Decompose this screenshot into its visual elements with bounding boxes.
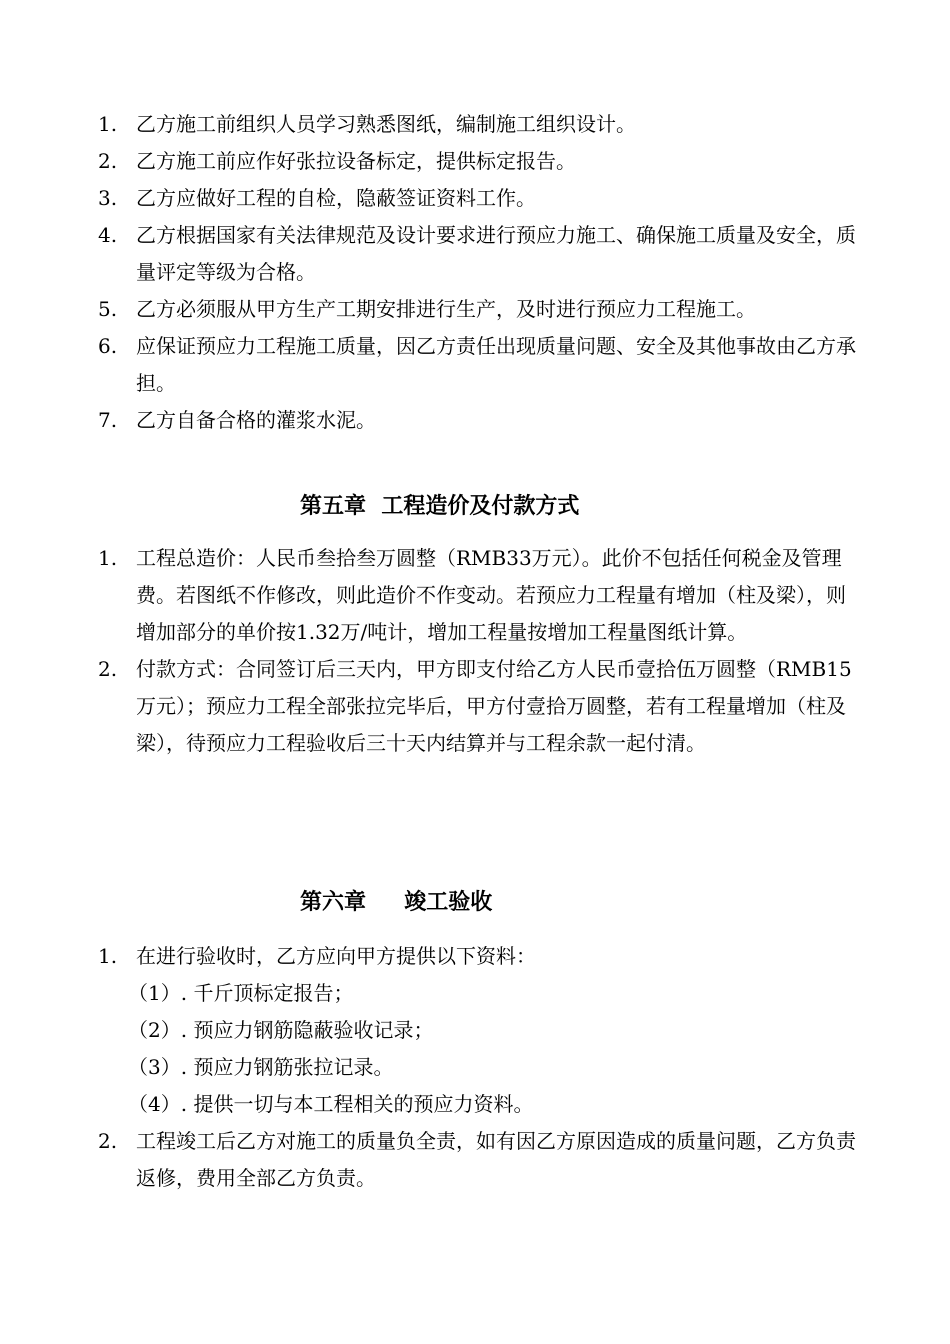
previous-section-list <box>98 106 858 439</box>
list-item <box>98 328 858 402</box>
item-text: 乙方根据国家有关法律规范及设计要求进行预应力施工、确保施工质量及安全，质量评定等级为合格。 <box>136 223 856 284</box>
sub-list-item: （1）. 千斤顶标定报告； <box>128 981 354 1005</box>
sub-list-item: （3）. 预应力钢筋张拉记录。 <box>128 1055 394 1079</box>
item-number: 1. <box>98 944 118 968</box>
chapter5-list <box>98 540 858 762</box>
list-item <box>98 143 858 180</box>
chapter5-title: 第五章 工程造价及付款方式 <box>300 494 580 519</box>
chapter6-list <box>98 938 858 1197</box>
list-item <box>98 540 858 651</box>
item-number: 4. <box>98 223 118 247</box>
item-number: 6. <box>98 334 118 358</box>
item-number: 2. <box>98 1129 118 1153</box>
item-text: 乙方施工前组织人员学习熟悉图纸，编制施工组织设计。 <box>136 112 636 136</box>
sub-list-item: （4）. 提供一切与本工程相关的预应力资料。 <box>128 1092 534 1116</box>
item-number: 5. <box>98 297 118 321</box>
sub-list-item: （2）. 预应力钢筋隐蔽验收记录； <box>128 1018 434 1042</box>
item-text: 应保证预应力工程施工质量，因乙方责任出现质量问题、安全及其他事故由乙方承担。 <box>136 334 856 395</box>
chapter6-title: 第六章 竣工验收 <box>300 890 493 915</box>
list-item <box>98 402 858 439</box>
list-item <box>98 106 858 143</box>
item-text: 乙方施工前应作好张拉设备标定，提供标定报告。 <box>136 149 576 173</box>
item-number: 2. <box>98 657 118 681</box>
item-number: 2. <box>98 149 118 173</box>
item-text: 付款方式：合同签订后三天内，甲方即支付给乙方人民币壹拾伍万圆整（RMB15万元）；预应力工程全部张拉完毕后，甲方付壹拾万圆整，若有工程量增加（柱及梁），待预应力工程验收后三十天内结算并与工程余款一起付清。 <box>136 657 852 755</box>
item-number: 7. <box>98 408 118 432</box>
list-item <box>98 217 858 291</box>
item-number: 1. <box>98 546 118 570</box>
list-item <box>98 1123 858 1197</box>
item-text: 乙方自备合格的灌浆水泥。 <box>136 408 376 432</box>
item-text: 乙方必须服从甲方生产工期安排进行生产，及时进行预应力工程施工。 <box>136 297 756 321</box>
item-text: 工程竣工后乙方对施工的质量负全责，如有因乙方原因造成的质量问题，乙方负责返修，费用全部乙方负责。 <box>136 1129 856 1190</box>
list-item <box>98 180 858 217</box>
item-number: 3. <box>98 186 118 210</box>
item-number: 1. <box>98 112 118 136</box>
item-text: 在进行验收时，乙方应向甲方提供以下资料： <box>136 944 536 968</box>
list-item <box>98 651 858 762</box>
list-item <box>98 291 858 328</box>
item-text: 乙方应做好工程的自检，隐蔽签证资料工作。 <box>136 186 536 210</box>
item-text: 工程总造价：人民币叁拾叁万圆整（RMB33万元）。此价不包括任何税金及管理费。若图纸不作修改，则此造价不作变动。若预应力工程量有增加（柱及梁），则增加部分的单价按1.32万/吨计，增加工程量按增加工程量图纸计算。 <box>136 546 846 644</box>
list-item <box>98 938 858 975</box>
